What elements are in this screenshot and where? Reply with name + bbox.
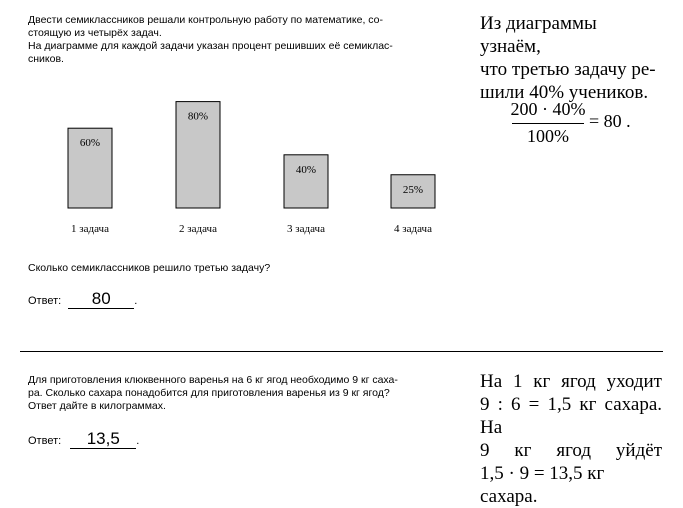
task1-text [28,14,466,66]
bar-chart [40,95,460,245]
task1-line: стоящую из четырёх задач. [28,27,162,39]
answer-label: Ответ: [28,295,62,307]
fraction-bar [512,123,584,124]
category-label: 3 задача [287,223,325,235]
task2-answer-row [28,430,139,449]
solution2-line: 9 кг ягод уйдёт [480,440,662,461]
task2-line: Для приготовления клюквенного варенья на 6 кг ягод необходимо 9 кг саха- [28,374,398,386]
task1-line: сников. [28,53,64,65]
solution1-text [480,12,660,104]
task2-line: Ответ дайте в килограммах. [28,400,166,412]
solution1-line: Из диаграммы узнаём, [480,13,597,57]
answer-label: Ответ: [28,435,62,447]
formula-result: = 80 . [589,111,631,131]
category-label: 1 задача [71,223,109,235]
bar-data-label: 25% [402,183,424,196]
formula-denominator: 100% [527,126,569,146]
category-label: 2 задача [179,223,217,235]
solution1-line: что третью задачу ре- [480,59,656,80]
task1-question: Сколько семиклассников решило третью задачу? [28,262,271,274]
answer-field[interactable]: 80 [68,290,134,309]
solution2-text [480,370,662,508]
task1-line: На диаграмме для каждой задачи указан процент решивших её семиклас- [28,40,393,52]
category-label: 4 задача [394,223,432,235]
bar-data-label: 80% [187,110,209,123]
solution2-line: На 1 кг ягод уходит [480,371,662,392]
task1-line: Двести семиклассников решали контрольную работу по математике, со- [28,14,384,26]
section-divider [20,351,663,352]
answer-period: . [134,295,138,307]
solution2-line: 1,5 · 9 = 13,5 кг сахара. [480,463,605,507]
solution1-line: шили 40% учеников. [480,82,649,103]
formula-numerator: 200 · 40% [510,99,586,119]
answer-field[interactable]: 13,5 [70,430,136,449]
bar-data-label: 60% [79,137,101,150]
task1-answer-row [28,290,137,309]
bar-data-label: 40% [295,163,317,176]
solution2-line: 9 : 6 = 1,5 кг сахара. На [480,394,662,438]
answer-period: . [136,435,140,447]
task2-line: ра. Сколько сахара понадобится для приготовления варенья из 9 кг ягод? [28,387,390,399]
task2-text [28,374,466,413]
bar [284,155,328,208]
